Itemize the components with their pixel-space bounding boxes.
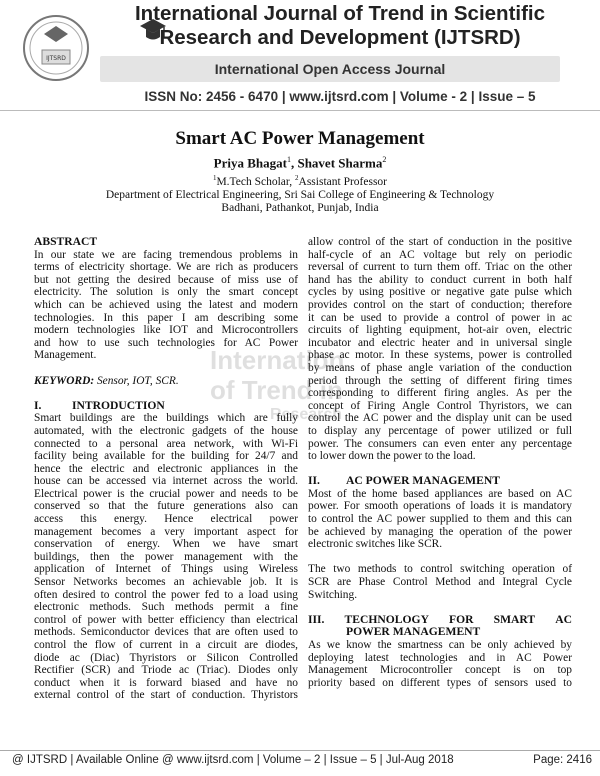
intro-line: Smart buildings are the buildings which are fully <box>34 412 298 425</box>
section-title-word: TECHNOLOGY <box>344 612 429 626</box>
intro-line: control of power with better efficiency than electrical <box>34 613 298 626</box>
intro-line: access this energy. Hence electrical power <box>34 513 298 526</box>
body-line: hand has the ability to conduct current in both half <box>308 273 572 286</box>
left-column <box>34 236 298 702</box>
paragraph-ac-power <box>308 488 572 551</box>
keywords <box>34 375 298 388</box>
body-line: be achieved by managing the operation of the power <box>308 525 572 538</box>
section-heading-ac-power <box>308 475 572 488</box>
body-line: concept of Firing Angle Control Thyristors, we can <box>308 399 572 412</box>
watermark-line3: Research <box>270 406 343 423</box>
body-line: electronic switches like SCR. <box>308 538 443 551</box>
section-title-word: SMART <box>493 612 536 626</box>
paragraph-technology <box>308 639 572 689</box>
aff-role-1: M.Tech Scholar, <box>216 175 296 188</box>
journal-title <box>100 2 580 50</box>
body-line: As we know the smartness can be only achieved by <box>308 639 572 651</box>
intro-line: conservation of energy. When we have smart <box>34 538 298 551</box>
introduction-body <box>34 412 298 702</box>
body-line: control the AC power and the display unit can be used <box>308 412 572 425</box>
abstract-line: terms of electricity shortage. We are rich as producers <box>34 261 298 274</box>
body-line: provides control on the start of conduction; therefore <box>308 298 572 311</box>
section-number: II. <box>308 474 320 488</box>
intro-line: automated, with the electronic gadgets of the house <box>34 424 298 437</box>
section-title: AC POWER MANAGEMENT <box>346 474 500 488</box>
watermark-line2: of Trend in <box>210 375 343 405</box>
body-line: cycles by using positive or negative gate pulse which <box>308 286 572 299</box>
ijtsrd-logo-icon <box>22 14 90 88</box>
section-title: INTRODUCTION <box>72 398 165 412</box>
section-number: I. <box>34 398 42 412</box>
intro-line: Electrical power is the crucial power and needs to be <box>34 487 298 500</box>
body-line: incubator and electric heater and in universal single <box>308 336 572 349</box>
section-title-word: AC <box>555 612 572 626</box>
affiliation-location: Badhani, Pathankot, Punjab, India <box>221 201 379 214</box>
watermark-line1: Internation <box>210 345 345 375</box>
body-line: period through the setting of different firing times <box>308 374 572 387</box>
intro-line: facility being available for the building for 24/7 and <box>34 450 298 463</box>
aff-role-2: Assistant Professor <box>298 175 388 188</box>
body-line: by means of phase angle variation of the conduction <box>308 361 572 374</box>
body-line: priority based on different types of sensors used to <box>308 676 572 689</box>
affiliation-department: Department of Electrical Engineering, Sri Sai College of Engineering & Technology <box>105 188 495 201</box>
intro-line: conserved so that the future generations also can <box>34 500 298 513</box>
footer-citation: @ IJTSRD | Available Online @ www.ijtsrd.com | Volume – 2 | Issue – 5 | Jul-Aug 2018 <box>12 754 454 766</box>
body-line: phase ac motor. In these systems, power is controlled <box>308 349 572 362</box>
author-2: Shavet Sharma <box>297 155 383 171</box>
intro-line: management becomes a very important aspect for <box>34 525 298 538</box>
intro-line: often desired to control the power fed to a load using <box>34 588 298 601</box>
page-footer <box>12 754 592 766</box>
footer-divider <box>0 750 600 751</box>
section-number: III. <box>308 612 325 626</box>
body-line: circuits of lighting equipment, hot-air oven, electric <box>308 324 572 337</box>
intro-line: hence the electric and electronic appliances in the <box>34 462 298 475</box>
body-line: half-cycle of an AC voltage but rely on periodic <box>308 248 572 261</box>
body-line: to control the AC power supplied to them and this can <box>308 513 572 526</box>
abstract-line: electricity. The solution is only the smart concept <box>34 286 298 299</box>
author-1: Priya Bhagat <box>213 155 287 171</box>
abstract-heading: ABSTRACT <box>34 235 98 248</box>
body-line: to display any percentage of power utilized or full <box>308 424 572 437</box>
right-column <box>308 236 572 689</box>
author-2-sup: 2 <box>382 155 387 164</box>
body-line: it can be used to provide a control of power in ac <box>308 311 572 324</box>
affiliation-roles <box>0 172 600 189</box>
body-line: allow control of the start of conduction in the positive <box>308 236 572 248</box>
abstract-line: Management. <box>34 349 97 362</box>
intro-line: application of Internet of Things using Wireless <box>34 563 298 576</box>
body-line: reversal of current to turn them off. Triac on the other <box>308 261 572 274</box>
intro-line: external control of the start of conduction. Thyristors <box>34 689 298 702</box>
intro-line: conduct when it is forward biased and have no <box>34 676 298 689</box>
intro-line: diode ac (Diac) Thyristors or Silicon Controlled <box>34 651 298 664</box>
intro-line: house can be accessed via internet across the world. <box>34 475 298 488</box>
intro-line: control the flow of current in a circuit are diodes, <box>34 639 298 651</box>
intro-line: connected to a personal area network, with Wi-Fi <box>34 437 298 450</box>
keyword-label: KEYWORD: <box>34 374 95 387</box>
section-heading-technology <box>308 614 572 639</box>
section-title-word: FOR <box>449 612 474 626</box>
keyword-value: Sensor, IOT, SCR. <box>94 374 179 387</box>
body-line: corresponding to different firing angles. As per the <box>308 387 572 400</box>
intro-line: electronic methods. Such methods permit a fine <box>34 601 298 614</box>
body-line: power. The consumers can even enter any percentage <box>308 437 572 450</box>
section-heading-introduction <box>34 400 298 413</box>
body-line: Switching. <box>308 588 358 601</box>
logo-text: IJTSRD <box>46 55 66 62</box>
aff-sup-2: 2 <box>295 174 299 182</box>
body-line: SCR are Phase Control Method and Integral Cycle <box>308 576 572 589</box>
paper-title: Smart AC Power Management <box>175 128 425 149</box>
intro-line: buildings, then the power management with the <box>34 550 298 563</box>
affiliation <box>0 172 600 215</box>
abstract-line: which can be achieved using the latest and modern <box>34 298 298 311</box>
issn-line: ISSN No: 2456 - 6470 | www.ijtsrd.com | Volume - 2 | Issue – 5 <box>144 89 536 104</box>
journal-title-line2: Research and Development (IJTSRD) <box>159 26 521 49</box>
paragraph-methods <box>308 563 572 601</box>
body-line: deploying latest technologies and in AC Power <box>308 651 572 664</box>
intro-line: Rectifier (SCR) and Triode ac (Triac). Diodes only <box>34 664 298 677</box>
body-line: The two methods to control switching operation of <box>308 563 572 576</box>
journal-subtitle: International Open Access Journal <box>100 56 560 82</box>
journal-title-line1: International Journal of Trend in Scientific <box>134 2 546 25</box>
authors <box>0 155 600 171</box>
intro-line: Sensor Networks becomes an achievable job. It is <box>34 576 298 589</box>
abstract-line: modern technologies like IOT and Microcontrollers <box>34 324 298 337</box>
author-separator: , <box>290 155 298 171</box>
page-number: Page: 2416 <box>533 754 592 766</box>
body-line: Management Microcontroller concept is on top <box>308 664 572 677</box>
section-title-line2: POWER MANAGEMENT <box>346 625 481 639</box>
abstract-line: In our state we are facing tremendous problems in <box>34 248 298 261</box>
abstract-line: but not getting the desired because of miss use of <box>34 273 298 286</box>
author-1-sup: 1 <box>286 155 291 164</box>
abstract-body <box>34 249 298 362</box>
aff-sup-1: 1 <box>212 174 217 182</box>
body-line: Most of the home based appliances are based on AC <box>308 487 572 500</box>
body-line: power. For smooth operations of loads it is mandatory <box>308 500 572 513</box>
abstract-line: technologies. In this paper I am describing some <box>34 311 298 324</box>
abstract-line: and how to use such technologies for AC Power <box>34 336 298 349</box>
journal-header <box>0 0 600 112</box>
header-divider <box>0 110 600 111</box>
intro-line: methods. Semiconductor devices that are often used to <box>34 626 298 639</box>
body-line: to lower down the power to the load. <box>308 450 476 463</box>
paragraph-thyristors <box>308 236 572 463</box>
